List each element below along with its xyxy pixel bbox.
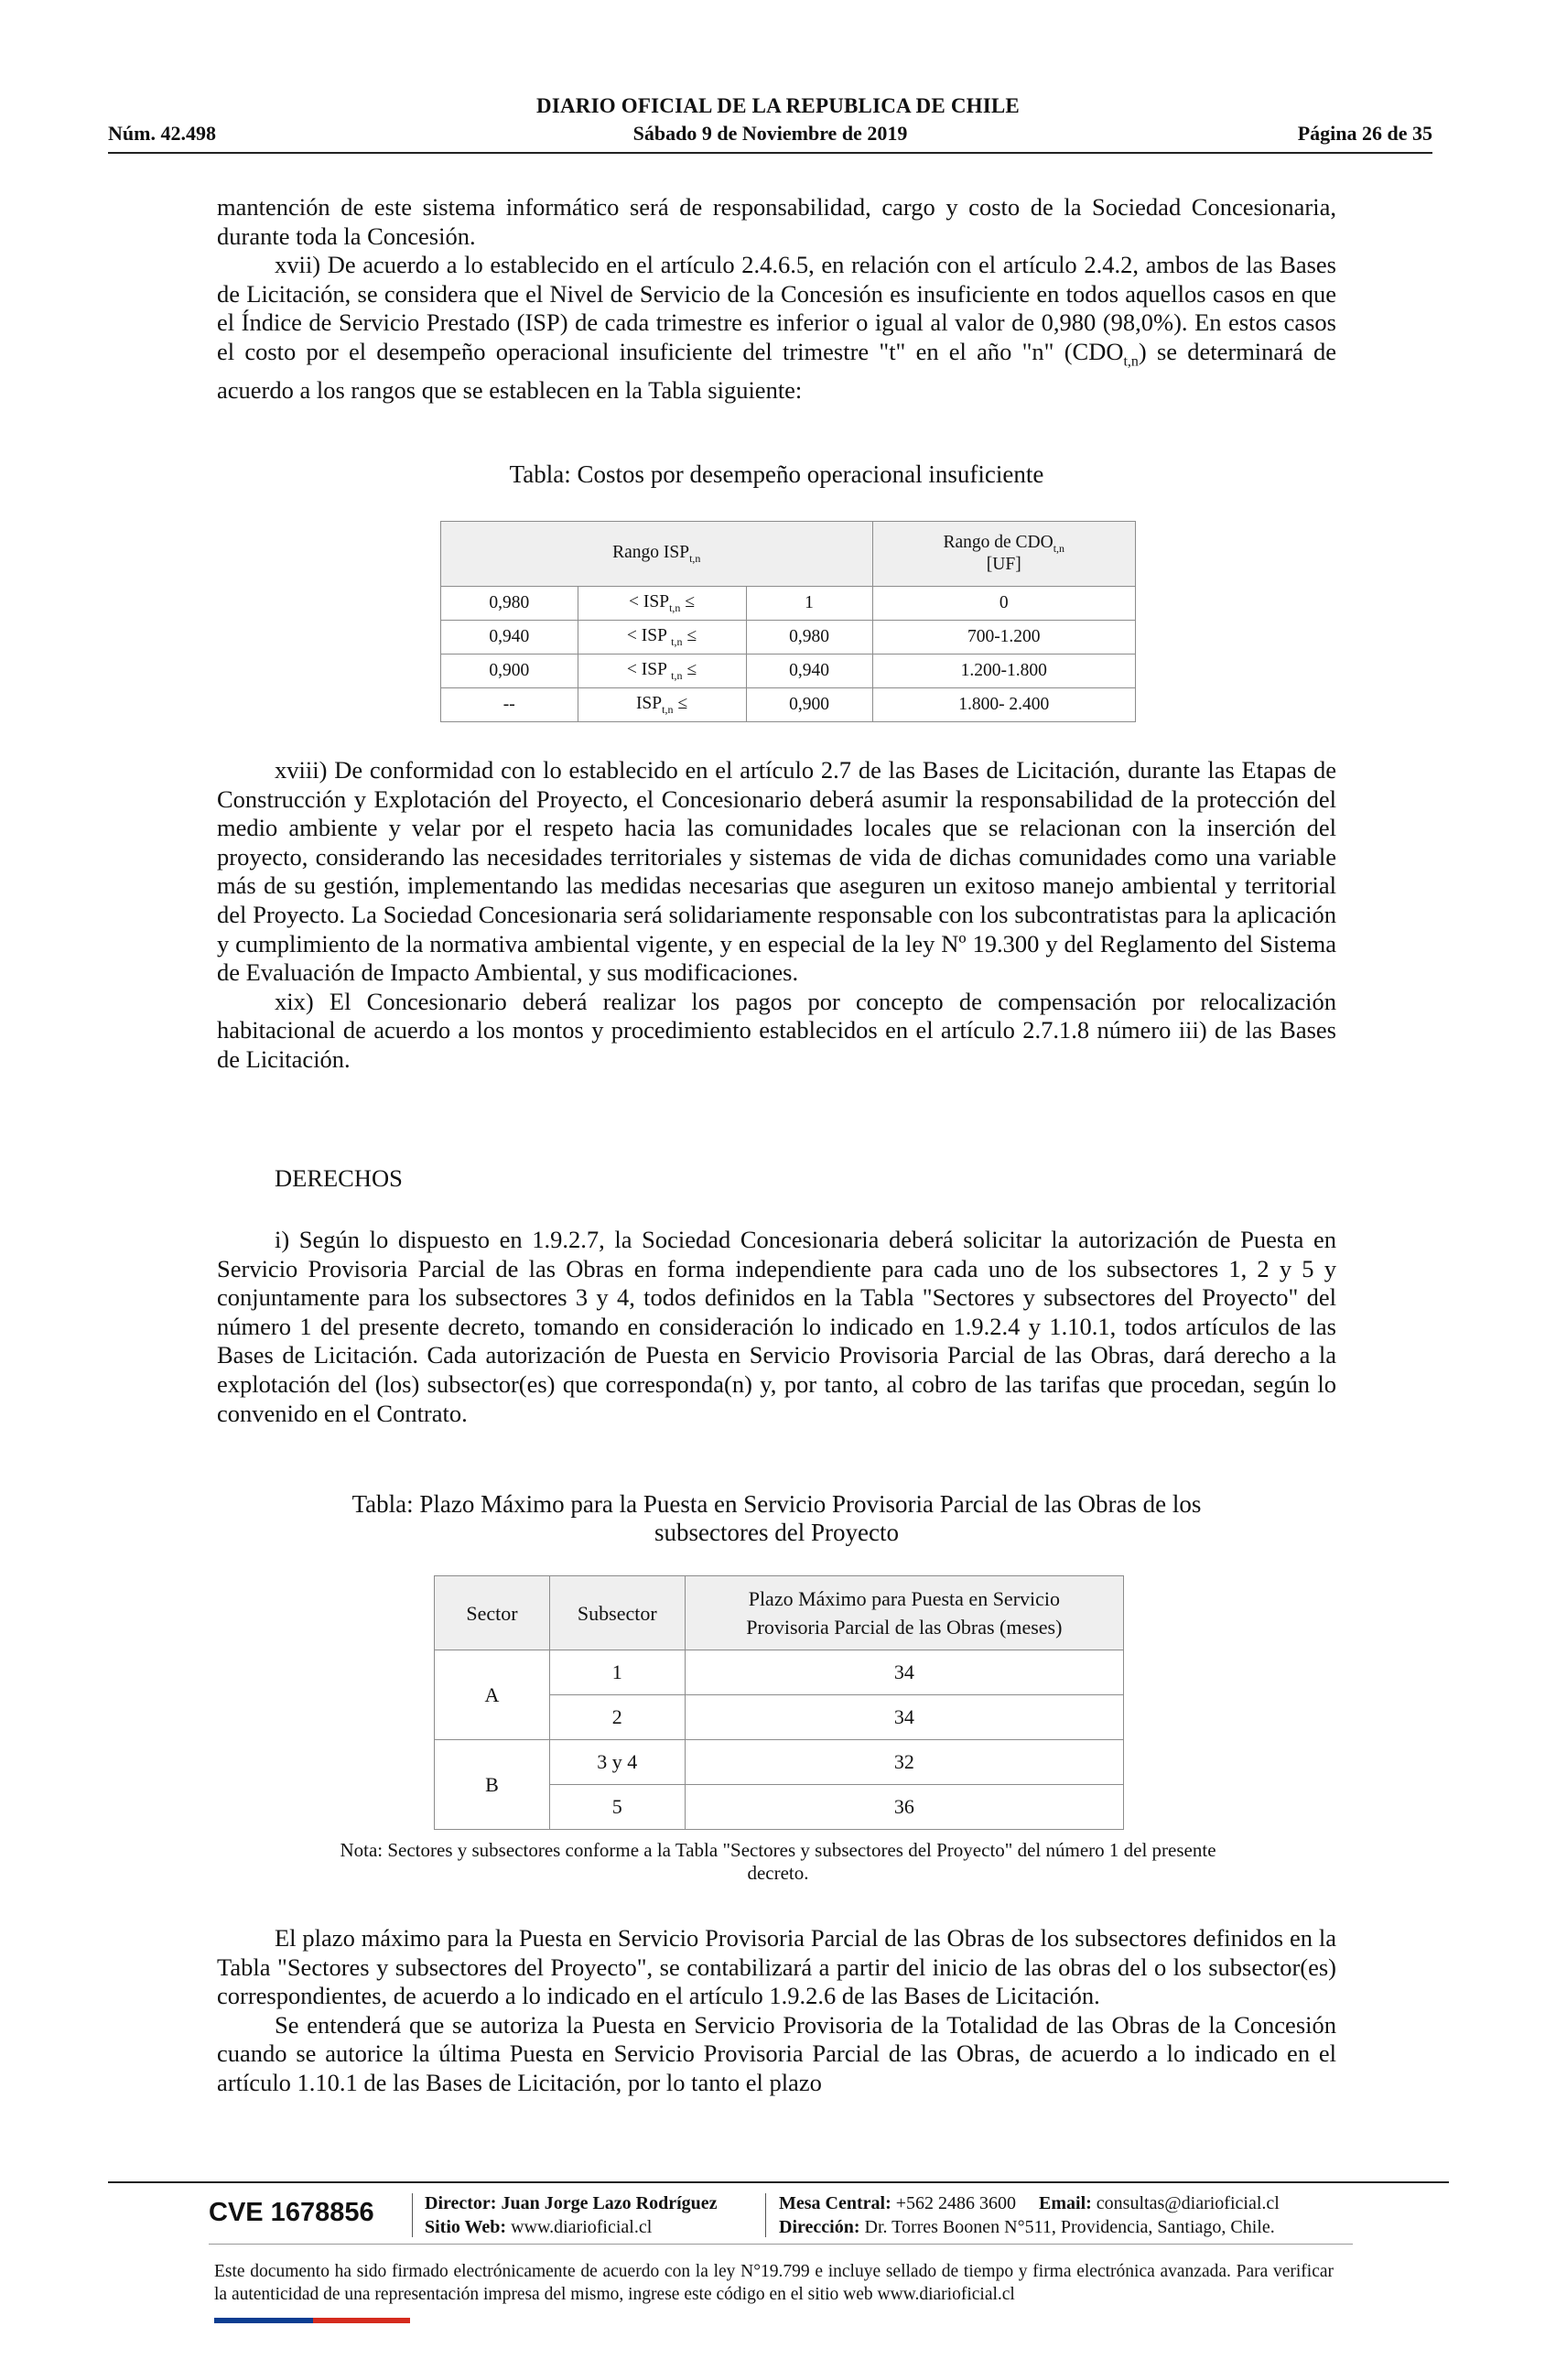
section-heading: DERECHOS [275, 1164, 403, 1192]
page-indicator: Página 26 de 35 [1297, 122, 1432, 145]
flag-stripe-red [313, 2318, 410, 2323]
paragraph-xvii: xvii) De acuerdo a lo establecido en el artículo 2.4.6.5, en relación con el artículo 2.4.2, ambos de las Bases de Licitación, se considera que el Nivel de Servicio de la Concesión es insuficiente en todos aquellos casos en que el Índice de Servicio Prestado (ISP) de cada trimestre es inferior o igual al valor de 0,980 (98,0%). En estos casos el costo por el desempeño operacional insuficiente del trimestre "t" en el año "n" $(CDO_{t,n})$ se determinará de acuerdo a los rangos que se establecen en la Tabla siguiente: [217, 251, 1336, 404]
footer-director: Director: Juan Jorge Lazo Rodríguez Sitio Web: www.diarioficial.cl [425, 2193, 718, 2237]
footer-divider-thin [209, 2244, 1353, 2245]
footer-separator [765, 2193, 766, 2237]
header-sector: Sector [435, 1576, 550, 1650]
table1-caption: Tabla: Costos por desempeño operacional insuficiente [509, 460, 1044, 488]
header-rango-isp: Rango $ISP_{t,n}$ [441, 522, 873, 587]
website-link[interactable]: www.diarioficial.cl [511, 2217, 653, 2237]
table2-caption: Tabla: Plazo Máximo para la Puesta en Servicio Provisoria Parcial de las Obras de los subsectores del Proyecto [351, 1490, 1202, 1546]
footer-separator [412, 2193, 413, 2237]
isp-cost-table [440, 521, 1136, 722]
plazo-table [434, 1575, 1124, 1830]
signature-disclaimer: Este documento ha sido firmado electrónicamente de acuerdo con la ley N°19.799 e incluye sellado de tiempo y firma electrónica avanzada. Para verificar la autenticidad de una representación impresa del mismo, ingrese este código en el sitio web www.diarioficial.cl [214, 2262, 1334, 2304]
flag-stripe-blue [214, 2318, 313, 2323]
paragraph-xviii: xviii) De conformidad con lo establecido en el artículo 2.7 de las Bases de Licitación, durante las Etapas de Construcción y Explotación del Proyecto, el Concesionario deberá asumir la responsabilidad de la protección del medio ambiente y velar por el respeto hacia las comunidades locales que se relacionan con la inserción del proyecto, considerando las necesidades territoriales y sistemas de vida de dichas comunidades como una variable más de su gestión, implementando las medidas necesarias que aseguren un exitoso manejo ambiental y territorial del Proyecto. La Sociedad Concesionaria será solidariamente responsable con los subcontratistas para la aplicación y cumplimiento de la normativa ambiental vigente, y en especial de la ley Nº 19.300 y del Reglamento del Sistema de Evaluación de Impacto Ambiental, y sus modificaciones. [217, 756, 1336, 987]
paragraph: mantención de este sistema informático será de responsabilidad, cargo y costo de la Sociedad Concesionaria, durante toda la Concesión. [217, 193, 1336, 250]
header-divider [108, 152, 1432, 154]
table-row: 0,980 < $ISP_{t,n}$ ≤ 1 0 [441, 587, 1136, 621]
table-row: B 3 y 4 32 [435, 1740, 1124, 1785]
table-row: 0,900 < ISP $_{t,n}$ ≤ 0,940 1.200-1.800 [441, 654, 1136, 688]
paragraph: El plazo máximo para la Puesta en Servicio Provisoria Parcial de las Obras de los subsectores definidos en la Tabla "Sectores y subsectores del Proyecto", se contabilizará a partir del inicio de las obras del o los subsector(es) correspondientes, de acuerdo a lo indicado en el artículo 1.9.2.6 de las Bases de Licitación. [217, 1924, 1336, 2010]
footer-divider [108, 2181, 1449, 2183]
email-link[interactable]: consultas@diarioficial.cl [1096, 2193, 1280, 2213]
paragraph-i: i) Según lo dispuesto en 1.9.2.7, la Sociedad Concesionaria deberá solicitar la autorización de Puesta en Servicio Provisoria Parcial de las Obras en forma independiente para cada uno de los subsectores 1, 2 y 5 y conjuntamente para los subsectores 3 y 4, todos definidos en la Tabla "Sectores y subsectores del Proyecto" del número 1 del presente decreto, tomando en consideración lo indicado en 1.9.2.4 y 1.10.1, todos artículos de las Bases de Licitación. Cada autorización de Puesta en Servicio Provisoria Parcial de las Obras, dará derecho a la explotación del (los) subsector(es) que corresponda(n) y, por tanto, al cobro de las tarifas que procedan, según lo convenido en el Contrato. [217, 1226, 1336, 1427]
paragraph: Se entenderá que se autoriza la Puesta en Servicio Provisoria de la Totalidad de las Obras de la Concesión cuando se autorice la última Puesta en Servicio Provisoria Parcial de las Obras, de acuerdo a lo indicado en el artículo 1.10.1 de las Bases de Licitación, por lo tanto el plazo [217, 2010, 1336, 2096]
table-row: 0,940 < ISP $_{t,n}$ ≤ 0,980 700-1.200 [441, 621, 1136, 654]
header-row [108, 122, 1432, 149]
table-row: 2 34 [435, 1695, 1124, 1740]
text-block-obligations [217, 756, 1336, 1075]
header-subsector: Subsector [549, 1576, 685, 1650]
text-block-derechos [217, 1226, 1336, 1428]
text-block-intro [217, 193, 1336, 405]
table-row: A 1 34 [435, 1650, 1124, 1695]
footer-contact: Mesa Central: +562 2486 3600 Email: consultas@diarioficial.cl Dirección: Dr. Torres Boonen N°511, Providencia, Santiago, Chile. [779, 2193, 1280, 2237]
text-block-closing [217, 1924, 1336, 2098]
issue-number: Núm. 42.498 [108, 122, 216, 145]
table-row: -- $ISP_{t,n}$ ≤ 0,900 1.800- 2.400 [441, 688, 1136, 722]
cve-code: CVE 1678856 [209, 2198, 374, 2227]
issue-date: Sábado 9 de Noviembre de 2019 [632, 122, 908, 145]
header-rango-cdo: Rango de $CDO_{t,n}$ [UF] [872, 522, 1136, 587]
header-plazo: Plazo Máximo para Puesta en Servicio Provisoria Parcial de las Obras (meses) [685, 1576, 1123, 1650]
table-row: 5 36 [435, 1785, 1124, 1830]
newspaper-title: DIARIO OFICIAL DE LA REPUBLICA DE CHILE [536, 94, 1020, 117]
table2-note: Nota: Sectores y subsectores conforme a la Tabla "Sectores y subsectores del Proyecto" del número 1 del presente decreto. [340, 1839, 1216, 1884]
paragraph-xix: xix) El Concesionario deberá realizar los pagos por concepto de compensación por relocalización habitacional de acuerdo a los montos y procedimiento establecidos en el artículo 2.7.1.8 número iii) de las Bases de Licitación. [217, 987, 1336, 1073]
